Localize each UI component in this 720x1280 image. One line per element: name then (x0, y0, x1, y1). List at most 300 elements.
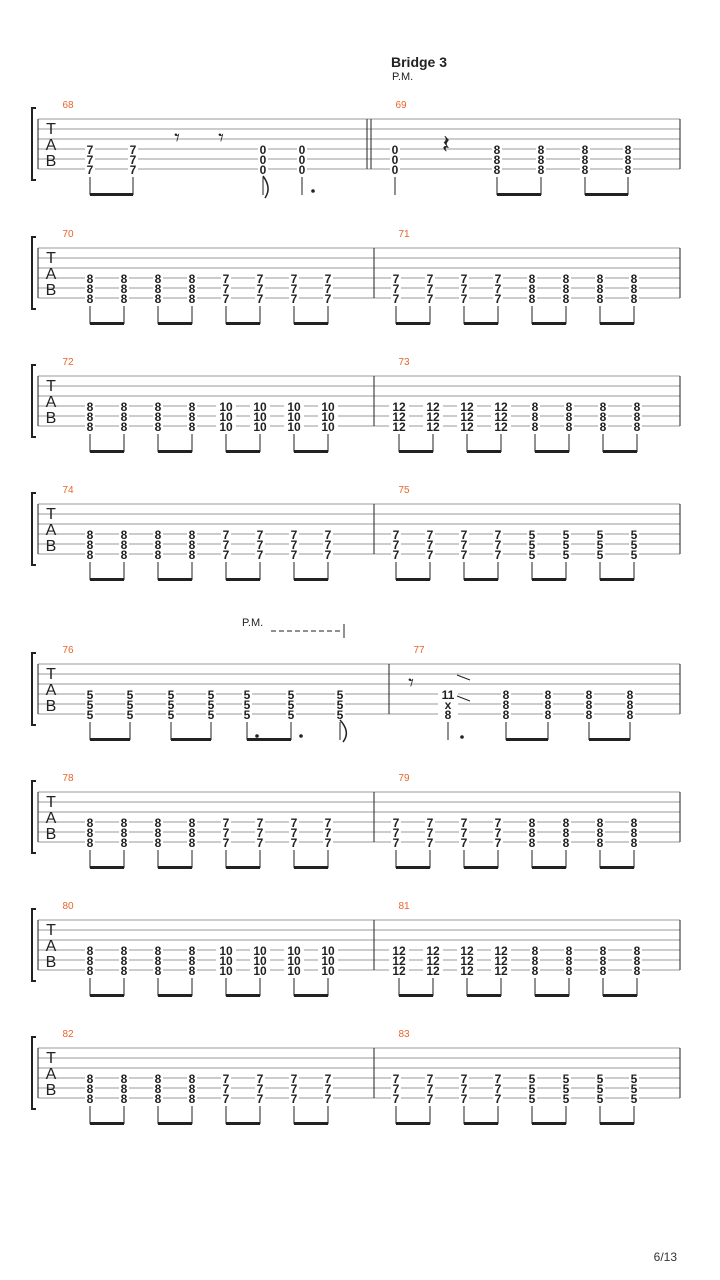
tab-clef-letter: B (45, 410, 57, 427)
tab-system (32, 781, 680, 869)
fret-number: 8 (585, 708, 593, 722)
tab-clef-letter: T (46, 922, 56, 939)
fret-number: 7 (324, 1092, 332, 1106)
fret-number: 12 (426, 944, 440, 958)
fret-number: 5 (86, 708, 94, 722)
beam (603, 450, 637, 453)
fret-number: 8 (188, 1082, 196, 1096)
eighth-rest: 𝄾 (174, 125, 180, 150)
fret-number: 8 (86, 1092, 94, 1106)
fret-number: 7 (222, 1082, 230, 1096)
fret-number: 5 (207, 688, 215, 702)
fret-number: 5 (630, 1082, 638, 1096)
tab-clef-letter: T (46, 121, 56, 138)
fret-number: 8 (596, 836, 604, 850)
fret-number: 7 (426, 826, 434, 840)
beam (535, 994, 569, 997)
beam (600, 322, 634, 325)
beam (158, 450, 192, 453)
tab-clef-letter: T (46, 250, 56, 267)
fret-number: 7 (392, 816, 400, 830)
fret-number: 8 (599, 964, 607, 978)
fret-number: 8 (120, 964, 128, 978)
fret-number: 7 (222, 548, 230, 562)
fret-number: 5 (336, 698, 344, 712)
beam (399, 994, 433, 997)
fret-number: 8 (120, 410, 128, 424)
fret-number: 10 (287, 400, 301, 414)
fret-number: 7 (494, 272, 502, 286)
fret-number: 7 (222, 826, 230, 840)
fret-number: 0 (259, 163, 267, 177)
beam (464, 322, 498, 325)
fret-number: 10 (321, 964, 335, 978)
fret-number: 8 (86, 548, 94, 562)
fret-number: 8 (493, 163, 501, 177)
fret-number: 8 (626, 688, 634, 702)
fret-number: 7 (324, 816, 332, 830)
fret-number: 12 (460, 420, 474, 434)
fret-number: 5 (562, 1082, 570, 1096)
fret-number: 12 (494, 410, 508, 424)
fret-number: 5 (562, 548, 570, 562)
fret-number: 8 (585, 698, 593, 712)
fret-number: 8 (581, 153, 589, 167)
fret-number: 8 (565, 964, 573, 978)
fret-number: 8 (86, 538, 94, 552)
fret-number: 8 (154, 826, 162, 840)
fret-number: 5 (126, 708, 134, 722)
quarter-rest: 𝄽 (442, 129, 450, 159)
dotted-note-dot (255, 734, 259, 738)
measure-number: 74 (62, 485, 74, 496)
fret-number: 7 (460, 272, 468, 286)
fret-number: 7 (426, 836, 434, 850)
fret-number: 5 (596, 1092, 604, 1106)
fret-number: 7 (222, 538, 230, 552)
fret-number: 12 (426, 420, 440, 434)
fret-number: 10 (321, 410, 335, 424)
measure-number: 73 (398, 357, 410, 368)
fret-number: 8 (630, 816, 638, 830)
fret-number: 8 (528, 292, 536, 306)
beam (399, 450, 433, 453)
palm-mute-marking: P.M. (242, 617, 264, 629)
beam (467, 450, 501, 453)
fret-number: 8 (528, 826, 536, 840)
beam (464, 578, 498, 581)
fret-number: 5 (596, 528, 604, 542)
fret-number: 7 (324, 538, 332, 552)
system-bracket (32, 365, 36, 437)
fret-number: 12 (494, 954, 508, 968)
fret-number: 7 (256, 836, 264, 850)
fret-number: 10 (321, 944, 335, 958)
fret-number: 8 (120, 548, 128, 562)
fret-number: 7 (290, 292, 298, 306)
beam (603, 994, 637, 997)
fret-number: 8 (86, 528, 94, 542)
fret-number: 8 (120, 400, 128, 414)
note-flag (340, 720, 346, 742)
fret-number: 8 (86, 1082, 94, 1096)
fret-number: 7 (324, 836, 332, 850)
fret-number: 8 (120, 1072, 128, 1086)
fret-number: 8 (537, 143, 545, 157)
fret-number: 5 (207, 698, 215, 712)
fret-number: 7 (494, 1072, 502, 1086)
fret-number: 8 (188, 826, 196, 840)
fret-number: 7 (290, 826, 298, 840)
measure-number: 80 (62, 901, 74, 912)
beam (226, 994, 260, 997)
fret-number: 8 (188, 548, 196, 562)
fret-number: 5 (596, 538, 604, 552)
beam (464, 866, 498, 869)
fret-number: 8 (596, 826, 604, 840)
fret-number: 7 (494, 548, 502, 562)
fret-number: 7 (222, 1072, 230, 1086)
fret-number: 7 (222, 1092, 230, 1106)
beam (294, 1122, 328, 1125)
fret-number: 12 (426, 400, 440, 414)
fret-number: 8 (188, 410, 196, 424)
fret-number: 8 (581, 163, 589, 177)
fret-number: 8 (154, 538, 162, 552)
fret-number: 7 (494, 292, 502, 306)
fret-number: 8 (120, 528, 128, 542)
fret-number: 5 (86, 698, 94, 712)
fret-number: 7 (222, 282, 230, 296)
fret-number: 5 (528, 1072, 536, 1086)
fret-number: 7 (426, 538, 434, 552)
tab-clef-letter: T (46, 794, 56, 811)
beam (396, 1122, 430, 1125)
fret-number: 8 (120, 816, 128, 830)
fret-number: 8 (565, 400, 573, 414)
fret-number: 10 (219, 944, 233, 958)
fret-number: 7 (392, 1082, 400, 1096)
beam (158, 1122, 192, 1125)
fret-number: 7 (460, 282, 468, 296)
fret-number: 7 (494, 1082, 502, 1096)
eighth-rest: 𝄾 (218, 125, 224, 150)
fret-number: 8 (633, 400, 641, 414)
fret-number: 8 (502, 708, 510, 722)
system-bracket (32, 653, 36, 725)
tab-clef-letter: T (46, 506, 56, 523)
fret-number: 8 (86, 282, 94, 296)
beam (294, 322, 328, 325)
fret-number: 5 (167, 698, 175, 712)
fret-number: 8 (531, 420, 539, 434)
fret-number: 5 (528, 1092, 536, 1106)
system-bracket (32, 781, 36, 853)
fret-number: 8 (86, 836, 94, 850)
fret-number: 8 (188, 538, 196, 552)
fret-number: 0 (391, 163, 399, 177)
fret-number: 12 (494, 420, 508, 434)
beam (226, 322, 260, 325)
fret-number: 7 (290, 1092, 298, 1106)
fret-number: 8 (626, 708, 634, 722)
fret-number: 12 (460, 410, 474, 424)
system-bracket (32, 909, 36, 981)
fret-number: 8 (188, 292, 196, 306)
fret-number: 12 (460, 954, 474, 968)
fret-number: 7 (426, 292, 434, 306)
fret-number: 7 (290, 1072, 298, 1086)
fret-number: 5 (630, 528, 638, 542)
fret-number: 8 (633, 954, 641, 968)
fret-number: 12 (494, 400, 508, 414)
measure-number: 69 (395, 100, 407, 111)
fret-number: 8 (581, 143, 589, 157)
fret-number: 7 (460, 1092, 468, 1106)
fret-number: 7 (426, 1092, 434, 1106)
fret-number: 10 (219, 954, 233, 968)
fret-number: 0 (391, 153, 399, 167)
fret-number: 7 (460, 1072, 468, 1086)
fret-number: 7 (324, 528, 332, 542)
fret-number: 8 (154, 1092, 162, 1106)
fret-number: 7 (392, 528, 400, 542)
fret-number: 12 (460, 964, 474, 978)
fret-number: 10 (253, 954, 267, 968)
fret-number: 10 (287, 410, 301, 424)
fret-number: 8 (154, 1082, 162, 1096)
fret-number: 7 (494, 1092, 502, 1106)
beam (226, 866, 260, 869)
fret-number: 5 (630, 1092, 638, 1106)
system-bracket (32, 1037, 36, 1109)
fret-number: 8 (120, 292, 128, 306)
dotted-note-dot (299, 734, 303, 738)
fret-number: 8 (120, 836, 128, 850)
fret-number: 5 (207, 708, 215, 722)
fret-number: 7 (290, 538, 298, 552)
beam (589, 738, 630, 741)
fret-number: 8 (562, 826, 570, 840)
beam (535, 450, 569, 453)
fret-number: 7 (290, 816, 298, 830)
fret-number: 7 (290, 528, 298, 542)
fret-number: 7 (494, 282, 502, 296)
fret-number: 7 (324, 1082, 332, 1096)
tab-system (32, 1037, 680, 1125)
fret-number: 8 (544, 698, 552, 712)
fret-number: 11 (441, 688, 455, 702)
fret-number: 8 (120, 420, 128, 434)
fret-number: 8 (528, 282, 536, 296)
fret-number: 5 (167, 688, 175, 702)
fret-number: 10 (287, 944, 301, 958)
fret-number: 0 (298, 163, 306, 177)
fret-number: 8 (154, 944, 162, 958)
fret-number: 8 (630, 292, 638, 306)
measure-number: 75 (398, 485, 410, 496)
fret-number: 10 (253, 400, 267, 414)
fret-number: 5 (630, 548, 638, 562)
palm-mute-marking: P.M. (392, 71, 414, 83)
slide-mark (457, 675, 470, 680)
fret-number: 8 (188, 944, 196, 958)
fret-number: 7 (392, 1092, 400, 1106)
fret-number: 7 (426, 282, 434, 296)
fret-number: 5 (528, 1082, 536, 1096)
beam (158, 578, 192, 581)
beam (532, 1122, 566, 1125)
fret-number: 7 (426, 548, 434, 562)
fret-number: 7 (256, 292, 264, 306)
fret-number: 8 (86, 964, 94, 978)
beam (532, 322, 566, 325)
fret-number: 5 (562, 1072, 570, 1086)
fret-number: 7 (460, 548, 468, 562)
fret-number: 8 (154, 410, 162, 424)
tab-clef-letter: A (45, 266, 57, 283)
tab-clef-letter: A (45, 1066, 57, 1083)
fret-number: 5 (528, 528, 536, 542)
fret-number: 7 (426, 272, 434, 286)
measure-number: 82 (62, 1029, 74, 1040)
fret-number: 7 (426, 1082, 434, 1096)
fret-number: 8 (120, 944, 128, 958)
system-bracket (32, 237, 36, 309)
fret-number: 8 (154, 272, 162, 286)
fret-number: 8 (599, 410, 607, 424)
fret-number: 8 (86, 826, 94, 840)
fret-number: 10 (287, 954, 301, 968)
fret-number: 8 (565, 944, 573, 958)
fret-number: 7 (460, 836, 468, 850)
fret-number: 8 (502, 698, 510, 712)
fret-number: 10 (219, 420, 233, 434)
fret-number: 12 (392, 964, 406, 978)
fret-number: 8 (633, 410, 641, 424)
fret-number: 8 (154, 400, 162, 414)
fret-number: 7 (222, 528, 230, 542)
fret-number: 8 (120, 282, 128, 296)
fret-number: 8 (154, 548, 162, 562)
fret-number: 5 (287, 708, 295, 722)
fret-number: 8 (596, 816, 604, 830)
fret-number: 8 (154, 420, 162, 434)
tab-clef-letter: T (46, 1050, 56, 1067)
tab-clef-letter: B (45, 826, 57, 843)
beam (158, 866, 192, 869)
fret-number: 8 (120, 954, 128, 968)
fret-number: 0 (391, 143, 399, 157)
tab-system (32, 493, 680, 581)
fret-number: 8 (630, 282, 638, 296)
tab-clef-letter: B (45, 698, 57, 715)
fret-number: 7 (460, 826, 468, 840)
tab-clef-letter: B (45, 153, 57, 170)
page-number: 6/13 (653, 1250, 677, 1264)
fret-number: 8 (562, 816, 570, 830)
beam (226, 1122, 260, 1125)
fret-number: 8 (537, 163, 545, 177)
fret-number: 12 (494, 944, 508, 958)
fret-number: 8 (626, 698, 634, 712)
beam (467, 994, 501, 997)
tab-clef-letter: T (46, 378, 56, 395)
fret-number: 8 (596, 282, 604, 296)
fret-number: 7 (256, 548, 264, 562)
beam (600, 866, 634, 869)
fret-number: 8 (86, 272, 94, 286)
fret-number: 12 (460, 944, 474, 958)
fret-number: 7 (129, 143, 137, 157)
fret-number: 12 (392, 944, 406, 958)
fret-number: 5 (596, 1082, 604, 1096)
fret-number: 7 (324, 826, 332, 840)
beam (396, 866, 430, 869)
fret-number: 7 (494, 826, 502, 840)
beam (497, 193, 541, 196)
fret-number: 7 (256, 1072, 264, 1086)
measure-number: 78 (62, 773, 74, 784)
measure-number: 72 (62, 357, 74, 368)
fret-number: 8 (599, 944, 607, 958)
fret-number: 8 (188, 1072, 196, 1086)
fret-number: 8 (531, 964, 539, 978)
beam (90, 1122, 124, 1125)
fret-number: 10 (219, 410, 233, 424)
tab-system (32, 365, 680, 453)
fret-number: 8 (120, 1092, 128, 1106)
fret-number: 8 (633, 964, 641, 978)
beam (532, 866, 566, 869)
fret-number: 8 (502, 688, 510, 702)
beam (90, 994, 124, 997)
fret-number: 7 (460, 292, 468, 306)
beam (464, 1122, 498, 1125)
fret-number: 8 (188, 816, 196, 830)
fret-number: 8 (188, 528, 196, 542)
fret-number: 5 (528, 548, 536, 562)
fret-number: 7 (86, 143, 94, 157)
fret-number: 12 (426, 954, 440, 968)
fret-number: 5 (287, 698, 295, 712)
fret-number: 7 (460, 1082, 468, 1096)
fret-number: 8 (565, 420, 573, 434)
beam (600, 578, 634, 581)
fret-number: 8 (630, 272, 638, 286)
fret-number: 5 (126, 698, 134, 712)
measure-number: 77 (413, 645, 425, 656)
fret-number: 7 (494, 538, 502, 552)
fret-number: 8 (633, 420, 641, 434)
system-bracket (32, 493, 36, 565)
fret-number: 7 (256, 826, 264, 840)
fret-number: 5 (596, 1072, 604, 1086)
tab-clef-letter: B (45, 538, 57, 555)
beam (600, 1122, 634, 1125)
fret-number: 8 (86, 944, 94, 958)
system-bracket (32, 108, 36, 180)
fret-number: 7 (222, 272, 230, 286)
fret-number: 7 (86, 153, 94, 167)
fret-number: 8 (86, 400, 94, 414)
beam (226, 578, 260, 581)
fret-number: 8 (596, 272, 604, 286)
fret-number: 8 (528, 836, 536, 850)
tab-clef-letter: A (45, 522, 57, 539)
beam (171, 738, 211, 741)
fret-number: 7 (426, 528, 434, 542)
